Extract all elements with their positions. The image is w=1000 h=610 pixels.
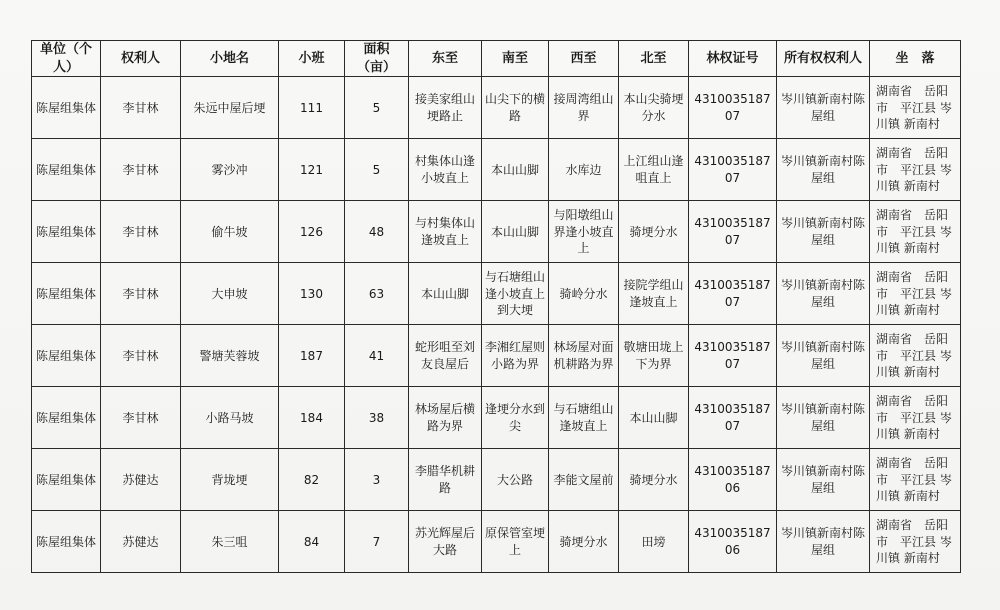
cell-west: 水库边 (549, 139, 619, 201)
cell-east: 与村集体山逢坡直上 (409, 201, 482, 263)
cell-location: 湖南省 岳阳市 平江县 岑川镇 新南村 (870, 201, 961, 263)
cell-west: 林场屋对面机耕路为界 (549, 325, 619, 387)
cell-south: 李湘红屋则小路为界 (482, 325, 549, 387)
cell-owner: 李甘林 (101, 387, 181, 449)
cell-location: 湖南省 岳阳市 平江县 岑川镇 新南村 (870, 325, 961, 387)
cell-place-name: 背垅埂 (181, 449, 279, 511)
cell-west: 与石塘组山逢坡直上 (549, 387, 619, 449)
cell-subcompartment: 82 (279, 449, 345, 511)
cell-south: 逢埂分水到尖 (482, 387, 549, 449)
cell-certificate-no: 431003518706 (689, 511, 777, 573)
cell-place-name: 警塘芙蓉坡 (181, 325, 279, 387)
cell-certificate-no: 431003518707 (689, 139, 777, 201)
header-location: 坐 落 (870, 41, 961, 77)
cell-place-name: 小路马坡 (181, 387, 279, 449)
cell-owner: 李甘林 (101, 325, 181, 387)
header-ownership-holder: 所有权权利人 (777, 41, 870, 77)
cell-ownership-holder: 岑川镇新南村陈屋组 (777, 387, 870, 449)
header-area: 面积（亩） (345, 41, 409, 77)
cell-ownership-holder: 岑川镇新南村陈屋组 (777, 325, 870, 387)
cell-north: 接院学组山逢坡直上 (619, 263, 689, 325)
cell-area: 38 (345, 387, 409, 449)
cell-east: 林场屋后横路为界 (409, 387, 482, 449)
header-west: 西至 (549, 41, 619, 77)
cell-location: 湖南省 岳阳市 平江县 岑川镇 新南村 (870, 511, 961, 573)
header-south: 南至 (482, 41, 549, 77)
cell-place-name: 雾沙冲 (181, 139, 279, 201)
cell-south: 与石塘组山逢小坡直上到大埂 (482, 263, 549, 325)
table-row (32, 511, 961, 573)
cell-ownership-holder: 岑川镇新南村陈屋组 (777, 263, 870, 325)
cell-unit: 陈屋组集体 (32, 139, 101, 201)
cell-ownership-holder: 岑川镇新南村陈屋组 (777, 449, 870, 511)
header-east: 东至 (409, 41, 482, 77)
cell-north: 本山山脚 (619, 387, 689, 449)
header-unit: 单位（个人） (32, 41, 101, 77)
cell-north: 敬塘田垅上下为界 (619, 325, 689, 387)
cell-owner: 苏健达 (101, 511, 181, 573)
cell-east: 蛇形咀至刘友良屋后 (409, 325, 482, 387)
cell-location: 湖南省 岳阳市 平江县 岑川镇 新南村 (870, 387, 961, 449)
cell-certificate-no: 431003518707 (689, 263, 777, 325)
cell-east: 村集体山逢小坡直上 (409, 139, 482, 201)
cell-certificate-no: 431003518707 (689, 325, 777, 387)
header-north: 北至 (619, 41, 689, 77)
cell-north: 田塝 (619, 511, 689, 573)
cell-area: 48 (345, 201, 409, 263)
cell-certificate-no: 431003518707 (689, 201, 777, 263)
cell-south: 本山山脚 (482, 139, 549, 201)
cell-unit: 陈屋组集体 (32, 511, 101, 573)
forest-rights-table (31, 40, 961, 573)
cell-area: 5 (345, 139, 409, 201)
table-row (32, 139, 961, 201)
cell-subcompartment: 187 (279, 325, 345, 387)
cell-west: 骑埂分水 (549, 511, 619, 573)
cell-south: 大公路 (482, 449, 549, 511)
cell-area: 3 (345, 449, 409, 511)
cell-area: 5 (345, 77, 409, 139)
cell-south: 山尖下的横路 (482, 77, 549, 139)
header-subcompartment: 小班 (279, 41, 345, 77)
cell-owner: 李甘林 (101, 77, 181, 139)
cell-subcompartment: 130 (279, 263, 345, 325)
cell-north: 骑埂分水 (619, 449, 689, 511)
cell-place-name: 朱三咀 (181, 511, 279, 573)
cell-owner: 苏健达 (101, 449, 181, 511)
cell-location: 湖南省 岳阳市 平江县 岑川镇 新南村 (870, 77, 961, 139)
table-row (32, 77, 961, 139)
cell-area: 63 (345, 263, 409, 325)
cell-west: 李能文屋前 (549, 449, 619, 511)
cell-unit: 陈屋组集体 (32, 201, 101, 263)
table-row (32, 201, 961, 263)
cell-owner: 李甘林 (101, 201, 181, 263)
cell-certificate-no: 431003518707 (689, 387, 777, 449)
cell-unit: 陈屋组集体 (32, 77, 101, 139)
cell-west: 接周湾组山界 (549, 77, 619, 139)
cell-subcompartment: 84 (279, 511, 345, 573)
cell-east: 本山山脚 (409, 263, 482, 325)
cell-east: 接美家组山埂路止 (409, 77, 482, 139)
cell-subcompartment: 111 (279, 77, 345, 139)
cell-place-name: 朱远中屋后埂 (181, 77, 279, 139)
cell-unit: 陈屋组集体 (32, 387, 101, 449)
cell-east: 苏光辉屋后大路 (409, 511, 482, 573)
cell-ownership-holder: 岑川镇新南村陈屋组 (777, 77, 870, 139)
header-row (32, 41, 961, 77)
cell-subcompartment: 184 (279, 387, 345, 449)
cell-unit: 陈屋组集体 (32, 325, 101, 387)
cell-area: 7 (345, 511, 409, 573)
cell-location: 湖南省 岳阳市 平江县 岑川镇 新南村 (870, 139, 961, 201)
header-certificate-no: 林权证号 (689, 41, 777, 77)
table-row (32, 325, 961, 387)
cell-area: 41 (345, 325, 409, 387)
cell-owner: 李甘林 (101, 139, 181, 201)
table-row (32, 449, 961, 511)
cell-subcompartment: 121 (279, 139, 345, 201)
cell-north: 骑埂分水 (619, 201, 689, 263)
cell-north: 上江组山逢咀直上 (619, 139, 689, 201)
cell-south: 本山山脚 (482, 201, 549, 263)
cell-place-name: 偷牛坡 (181, 201, 279, 263)
cell-location: 湖南省 岳阳市 平江县 岑川镇 新南村 (870, 263, 961, 325)
cell-owner: 李甘林 (101, 263, 181, 325)
header-place-name: 小地名 (181, 41, 279, 77)
table-row (32, 263, 961, 325)
cell-unit: 陈屋组集体 (32, 263, 101, 325)
cell-unit: 陈屋组集体 (32, 449, 101, 511)
header-owner: 权利人 (101, 41, 181, 77)
cell-ownership-holder: 岑川镇新南村陈屋组 (777, 511, 870, 573)
cell-ownership-holder: 岑川镇新南村陈屋组 (777, 139, 870, 201)
cell-subcompartment: 126 (279, 201, 345, 263)
table-row (32, 387, 961, 449)
cell-place-name: 大申坡 (181, 263, 279, 325)
cell-west: 与阳墩组山界逢小坡直上 (549, 201, 619, 263)
cell-certificate-no: 431003518706 (689, 449, 777, 511)
cell-north: 本山尖骑埂分水 (619, 77, 689, 139)
cell-certificate-no: 431003518707 (689, 77, 777, 139)
cell-west: 骑岭分水 (549, 263, 619, 325)
cell-ownership-holder: 岑川镇新南村陈屋组 (777, 201, 870, 263)
cell-south: 原保管室埂上 (482, 511, 549, 573)
cell-east: 李腊华机耕路 (409, 449, 482, 511)
cell-location: 湖南省 岳阳市 平江县 岑川镇 新南村 (870, 449, 961, 511)
